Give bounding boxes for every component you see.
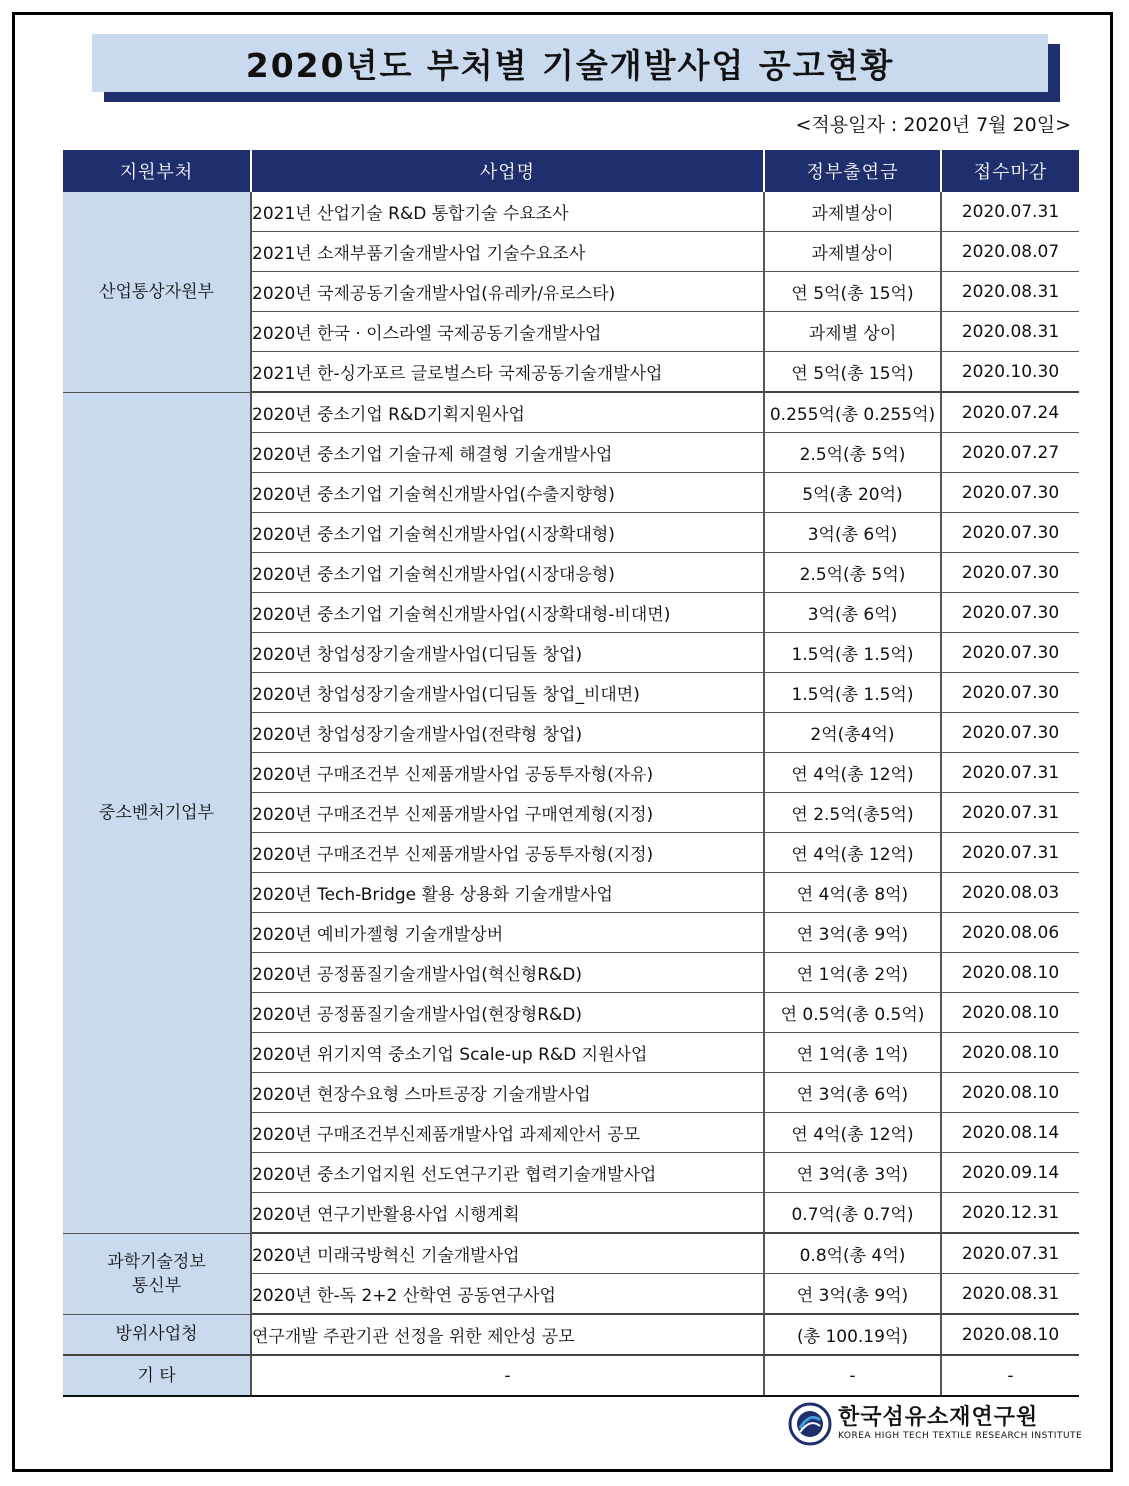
program-amount: 연 3억(총 9억) bbox=[764, 913, 941, 953]
program-deadline: 2020.07.24 bbox=[941, 392, 1079, 433]
program-deadline: 2020.07.30 bbox=[941, 633, 1079, 673]
program-deadline: - bbox=[941, 1355, 1079, 1396]
table-row bbox=[63, 1355, 1079, 1396]
program-deadline: 2020.07.31 bbox=[941, 833, 1079, 873]
program-deadline: 2020.07.30 bbox=[941, 513, 1079, 553]
program-deadline: 2020.08.31 bbox=[941, 312, 1079, 352]
program-amount: 0.8억(총 4억) bbox=[764, 1233, 941, 1274]
program-amount: 0.255억(총 0.255억) bbox=[764, 392, 941, 433]
program-deadline: 2020.08.31 bbox=[941, 1274, 1079, 1315]
program-amount: 연 3억(총 6억) bbox=[764, 1073, 941, 1113]
program-amount: 5억(총 20억) bbox=[764, 473, 941, 513]
program-name: 2020년 창업성장기술개발사업(디딤돌 창업_비대면) bbox=[251, 673, 764, 713]
announcement-table bbox=[63, 150, 1079, 1397]
program-amount: 연 3억(총 9억) bbox=[764, 1274, 941, 1315]
program-deadline: 2020.07.30 bbox=[941, 553, 1079, 593]
program-name: 2020년 중소기업 기술혁신개발사업(시장확대형) bbox=[251, 513, 764, 553]
header-deadline: 접수마감 bbox=[941, 150, 1079, 192]
program-deadline: 2020.08.31 bbox=[941, 272, 1079, 312]
program-name: 2020년 공정품질기술개발사업(현장형R&D) bbox=[251, 993, 764, 1033]
program-amount: 과제별 상이 bbox=[764, 312, 941, 352]
program-amount: (총 100.19억) bbox=[764, 1314, 941, 1355]
program-amount: 연 2.5억(총5억) bbox=[764, 793, 941, 833]
program-name: 2020년 창업성장기술개발사업(전략형 창업) bbox=[251, 713, 764, 753]
program-deadline: 2020.08.10 bbox=[941, 993, 1079, 1033]
program-name: 2021년 소재부품기술개발사업 기술수요조사 bbox=[251, 232, 764, 272]
logo-name-en: KOREA HIGH TECH TEXTILE RESEARCH INSTITUTE bbox=[838, 1431, 1083, 1441]
table-header-row bbox=[63, 150, 1079, 192]
program-deadline: 2020.07.30 bbox=[941, 673, 1079, 713]
program-deadline: 2020.08.10 bbox=[941, 1314, 1079, 1355]
program-amount: 1.5억(총 1.5억) bbox=[764, 633, 941, 673]
dept-cell: 기 타 bbox=[63, 1355, 251, 1396]
program-amount: 2억(총4억) bbox=[764, 713, 941, 753]
program-name: 2020년 예비가젤형 기술개발상버 bbox=[251, 913, 764, 953]
program-name: 2020년 창업성장기술개발사업(디딤돌 창업) bbox=[251, 633, 764, 673]
program-name: 2020년 한국 · 이스라엘 국제공동기술개발사업 bbox=[251, 312, 764, 352]
dept-cell bbox=[63, 1233, 251, 1314]
program-name: 2020년 구매조건부 신제품개발사업 공동투자형(지정) bbox=[251, 833, 764, 873]
dept-line-1: 과학기술정보 bbox=[107, 1251, 206, 1272]
program-name: 2020년 중소기업 R&D기획지원사업 bbox=[251, 392, 764, 433]
program-deadline: 2020.07.31 bbox=[941, 793, 1079, 833]
apply-date: <적용일자 : 2020년 7월 20일> bbox=[795, 114, 1071, 136]
program-name: - bbox=[251, 1355, 764, 1396]
program-name: 2020년 중소기업 기술규제 해결형 기술개발사업 bbox=[251, 433, 764, 473]
page-title: 2020년도 부처별 기술개발사업 공고현황 bbox=[92, 34, 1048, 92]
program-deadline: 2020.07.31 bbox=[941, 753, 1079, 793]
program-deadline: 2020.08.06 bbox=[941, 913, 1079, 953]
program-amount: 연 4억(총 12억) bbox=[764, 1113, 941, 1153]
program-name: 2020년 미래국방혁신 기술개발사업 bbox=[251, 1233, 764, 1274]
logo-name-ko: 한국섬유소재연구원 bbox=[838, 1405, 1039, 1430]
program-deadline: 2020.08.10 bbox=[941, 1033, 1079, 1073]
program-name: 2020년 구매조건부신제품개발사업 과제제안서 공모 bbox=[251, 1113, 764, 1153]
program-deadline: 2020.09.14 bbox=[941, 1153, 1079, 1193]
program-deadline: 2020.08.10 bbox=[941, 953, 1079, 993]
program-deadline: 2020.07.27 bbox=[941, 433, 1079, 473]
program-name: 2020년 중소기업 기술혁신개발사업(시장대응형) bbox=[251, 553, 764, 593]
program-amount: 3억(총 6억) bbox=[764, 593, 941, 633]
dept-cell: 방위사업청 bbox=[63, 1314, 251, 1355]
program-deadline: 2020.07.31 bbox=[941, 1233, 1079, 1274]
program-deadline: 2020.12.31 bbox=[941, 1193, 1079, 1234]
program-amount: 2.5억(총 5억) bbox=[764, 433, 941, 473]
program-amount: 연 3억(총 3억) bbox=[764, 1153, 941, 1193]
program-deadline: 2020.07.30 bbox=[941, 473, 1079, 513]
program-name: 2020년 중소기업 기술혁신개발사업(시장확대형-비대면) bbox=[251, 593, 764, 633]
program-amount: 3억(총 6억) bbox=[764, 513, 941, 553]
program-amount: 과제별상이 bbox=[764, 192, 941, 232]
program-deadline: 2020.07.30 bbox=[941, 593, 1079, 633]
program-name: 2020년 중소기업지원 선도연구기관 협력기술개발사업 bbox=[251, 1153, 764, 1193]
table-row bbox=[63, 392, 1079, 433]
dept-cell: 산업통상자원부 bbox=[63, 192, 251, 392]
program-name: 2020년 현장수요형 스마트공장 기술개발사업 bbox=[251, 1073, 764, 1113]
program-amount: 1.5억(총 1.5억) bbox=[764, 673, 941, 713]
program-name: 2020년 Tech-Bridge 활용 상용화 기술개발사업 bbox=[251, 873, 764, 913]
program-deadline: 2020.08.10 bbox=[941, 1073, 1079, 1113]
dept-cell: 중소벤처기업부 bbox=[63, 392, 251, 1233]
program-deadline: 2020.07.30 bbox=[941, 713, 1079, 753]
program-amount: 연 4억(총 8억) bbox=[764, 873, 941, 913]
program-name: 2021년 한-싱가포르 글로벌스타 국제공동기술개발사업 bbox=[251, 352, 764, 393]
program-name: 2020년 구매조건부 신제품개발사업 구매연계형(지정) bbox=[251, 793, 764, 833]
program-name: 연구개발 주관기관 선정을 위한 제안성 공모 bbox=[251, 1314, 764, 1355]
program-amount: 연 4억(총 12억) bbox=[764, 833, 941, 873]
program-amount: 연 1억(총 2억) bbox=[764, 953, 941, 993]
program-deadline: 2020.10.30 bbox=[941, 352, 1079, 393]
program-amount: - bbox=[764, 1355, 941, 1396]
program-amount: 0.7억(총 0.7억) bbox=[764, 1193, 941, 1234]
program-amount: 2.5억(총 5억) bbox=[764, 553, 941, 593]
program-deadline: 2020.08.03 bbox=[941, 873, 1079, 913]
program-name: 2020년 공정품질기술개발사업(혁신형R&D) bbox=[251, 953, 764, 993]
header-amount: 정부출연금 bbox=[764, 150, 941, 192]
header-dept: 지원부처 bbox=[63, 150, 251, 192]
table-row bbox=[63, 1314, 1079, 1355]
program-amount: 연 0.5억(총 0.5억) bbox=[764, 993, 941, 1033]
program-name: 2020년 국제공동기술개발사업(유레카/유로스타) bbox=[251, 272, 764, 312]
program-amount: 연 5억(총 15억) bbox=[764, 272, 941, 312]
table-row bbox=[63, 1233, 1079, 1274]
program-amount: 연 5억(총 15억) bbox=[764, 352, 941, 393]
program-name: 2020년 연구기반활용사업 시행계획 bbox=[251, 1193, 764, 1234]
program-name: 2021년 산업기술 R&D 통합기술 수요조사 bbox=[251, 192, 764, 232]
program-deadline: 2020.07.31 bbox=[941, 192, 1079, 232]
institute-emblem-icon bbox=[788, 1402, 832, 1446]
program-deadline: 2020.08.07 bbox=[941, 232, 1079, 272]
program-amount: 연 1억(총 1억) bbox=[764, 1033, 941, 1073]
program-amount: 과제별상이 bbox=[764, 232, 941, 272]
program-deadline: 2020.08.14 bbox=[941, 1113, 1079, 1153]
program-amount: 연 4억(총 12억) bbox=[764, 753, 941, 793]
program-name: 2020년 중소기업 기술혁신개발사업(수출지향형) bbox=[251, 473, 764, 513]
program-name: 2020년 구매조건부 신제품개발사업 공동투자형(자유) bbox=[251, 753, 764, 793]
table-row bbox=[63, 192, 1079, 232]
program-name: 2020년 위기지역 중소기업 Scale-up R&D 지원사업 bbox=[251, 1033, 764, 1073]
dept-line-2: 통신부 bbox=[131, 1275, 182, 1296]
institute-logo bbox=[788, 1400, 1088, 1448]
header-name: 사업명 bbox=[251, 150, 764, 192]
program-name: 2020년 한-독 2+2 산학연 공동연구사업 bbox=[251, 1274, 764, 1315]
